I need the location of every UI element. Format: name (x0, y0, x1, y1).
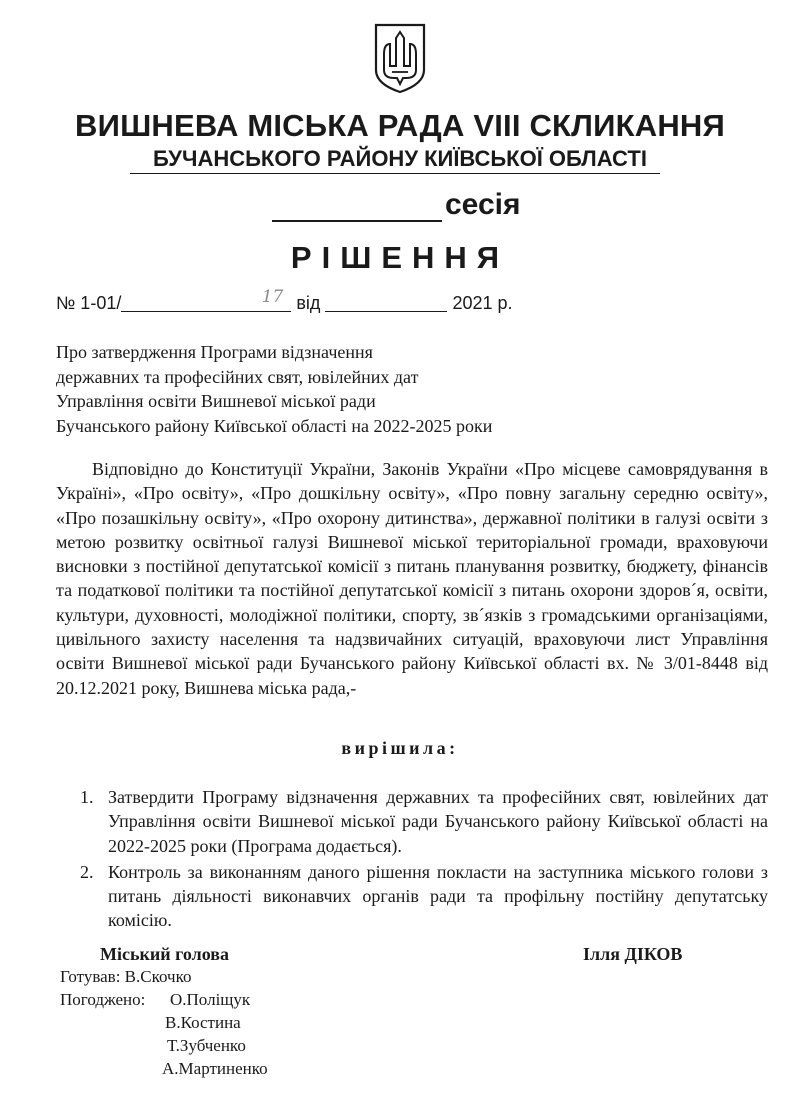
subject-line: Управління освіти Вишневої міської ради (56, 391, 376, 411)
approver-name: О.Поліщук (170, 990, 251, 1009)
decision-item (80, 860, 768, 933)
decision-text: Затвердити Програму відзначення державних та професійних свят, ювілейних дат Управління освіти Вишневої міської ради Бучанського району Київської області на 2022-2025 роки (Програма додається). (108, 787, 768, 856)
decision-number: 2. (80, 861, 94, 882)
from-label: від (296, 293, 321, 313)
year-label: 2021 р. (452, 293, 513, 313)
subject-line: Бучанського району Київської області на 2022-2025 роки (56, 415, 493, 436)
coat-of-arms-icon (372, 22, 428, 94)
agreed-label: Погоджено: (60, 990, 146, 1009)
approver-name: А.Мартиненко (162, 1059, 268, 1078)
date-blank (325, 293, 447, 312)
signatory-title: Міський голова (100, 944, 229, 964)
decision-number-line (56, 287, 513, 314)
preamble-paragraph: Відповідно до Конституції України, Законів України «Про місцеве самоврядування в Україні», «Про освіту», «Про дошкільну освіту», «Про повну загальну середню освіту», «Про позашкільну освіту», «Про охорону дитинства», державної політики в галузі освіти з метою розвитку освітньої галузі Вишневої міської територіальної громади, враховуючи висновки з постійної депутатської комісії з питань планування розвитку, бюджету, фінансів та податкової політики та постійної депутатської комісії з питань охорони здоров´я, освіти, культури, духовності, молодіжної політики, спорту, зв´язків з громадськими організаціями, цивільного захисту населення та надзвичайних ситуацій, враховуючи лист Управління освіти Вишневої міської ради Бучанського району Київської області вх. № 3/01-8448 від 20.12.2021 року, Вишнева міська рада,- (56, 459, 768, 698)
subject-line: Про затвердження Програми відзначення (56, 342, 373, 362)
number-blank (121, 287, 291, 312)
prepared-by: Готував: В.Скочко (60, 967, 192, 986)
signatory-name: Ілля ДІКОВ (583, 944, 683, 964)
decision-text: Контроль за виконанням даного рішення покласти на заступника міського голови з питань діяльності виконавчих органів ради та профільну постійну депутатську комісію. (108, 861, 768, 931)
decision-item (80, 785, 768, 858)
document-type-heading: РІШЕННЯ (290, 240, 510, 275)
handwritten-number: 17 (261, 287, 284, 307)
decision-number: 1. (80, 787, 94, 807)
approver-name: Т.Зубченко (167, 1036, 246, 1055)
subject-line: державних та професійних свят, ювілейних дат (56, 366, 419, 387)
session-label: сесія (445, 188, 521, 221)
header-divider (130, 173, 660, 174)
number-prefix: № 1-01/ (56, 293, 122, 313)
approver-name: В.Костина (165, 1013, 241, 1032)
session-number-blank (272, 220, 442, 222)
decision-list (80, 785, 768, 935)
organization-title: ВИШНЕВА МІСЬКА РАДА VIII СКЛИКАННЯ (75, 108, 725, 143)
decided-heading: вирішила: (341, 738, 459, 758)
organization-subtitle: БУЧАНСЬКОГО РАЙОНУ КИЇВСЬКОЇ ОБЛАСТІ (153, 146, 647, 171)
decision-subject (56, 340, 492, 438)
